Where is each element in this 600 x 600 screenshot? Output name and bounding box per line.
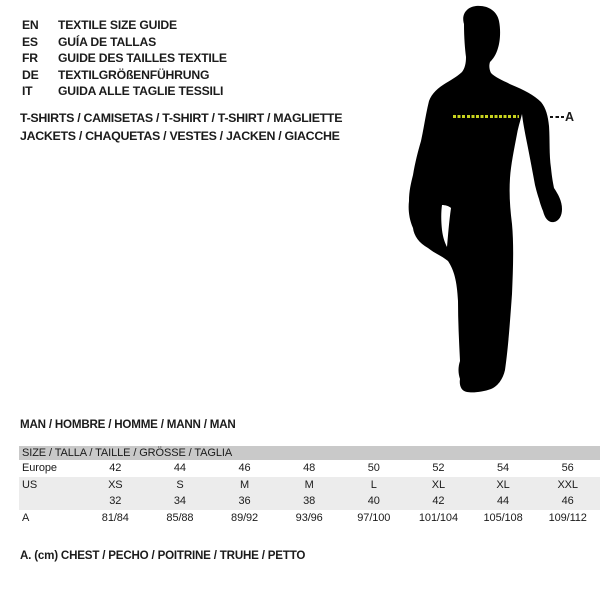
- row-label: A: [22, 511, 30, 524]
- size-cell: 54: [497, 462, 510, 475]
- size-cell: 44: [497, 495, 510, 508]
- size-cell: 50: [367, 462, 380, 475]
- language-code: DE: [22, 67, 39, 82]
- language-list: [22, 17, 227, 100]
- size-cell: S: [176, 478, 184, 491]
- size-cell: 36: [238, 495, 251, 508]
- size-cell: 101/104: [418, 511, 458, 524]
- size-cell: 105/108: [483, 511, 523, 524]
- size-cell: L: [370, 478, 377, 491]
- category-line-tshirts: T-SHIRTS / CAMISETAS / T-SHIRT / T-SHIRT / MAGLIETTE: [20, 111, 343, 125]
- section-title: MAN / HOMBRE / HOMME / MANN / MAN: [20, 418, 236, 431]
- table-row-us-numeric: [19, 493, 600, 510]
- size-cell: M: [304, 478, 314, 491]
- table-row-us: [19, 477, 600, 494]
- size-cell: XL: [496, 478, 510, 491]
- language-text: TEXTILE SIZE GUIDE: [58, 18, 177, 32]
- table-row-chest: [19, 510, 600, 527]
- man-silhouette-graphic: [396, 2, 576, 402]
- size-cell: 38: [303, 495, 316, 508]
- size-cell: 109/112: [548, 511, 587, 524]
- language-row: [22, 67, 227, 84]
- measurement-footnote: A. (cm) CHEST / PECHO / POITRINE / TRUHE / PETTO: [20, 549, 306, 562]
- size-cell: 89/92: [231, 511, 259, 524]
- row-label: Europe: [22, 462, 57, 475]
- man-silhouette: [396, 2, 576, 402]
- size-cell: M: [240, 478, 250, 491]
- language-text: GUIDA ALLE TAGLIE TESSILI: [58, 84, 224, 99]
- size-cell: 97/100: [357, 511, 391, 524]
- garment-categories: [20, 109, 342, 145]
- size-cell: 34: [173, 495, 186, 508]
- size-cell: 44: [173, 462, 186, 475]
- size-cell: 42: [432, 495, 445, 508]
- size-cell: 42: [109, 462, 122, 475]
- size-cell: 85/88: [166, 511, 194, 524]
- size-cell: 81/84: [101, 511, 129, 524]
- size-cell: XXL: [557, 478, 578, 491]
- row-label: US: [22, 478, 38, 491]
- language-row: [22, 17, 227, 34]
- size-cell: XL: [431, 478, 446, 491]
- size-cell: 52: [432, 462, 445, 475]
- table-row-europe: [19, 460, 600, 477]
- size-cell: XS: [108, 478, 123, 491]
- size-cell: 46: [561, 495, 574, 508]
- language-text: GUÍA DE TALLAS: [58, 34, 157, 49]
- language-code: FR: [22, 51, 38, 66]
- size-cell: 56: [561, 462, 574, 475]
- language-row: [22, 34, 227, 51]
- size-table-header: SIZE / TALLA / TAILLE / GRÖSSE / TAGLIA: [19, 446, 600, 460]
- language-code: IT: [22, 84, 33, 99]
- size-cell: 48: [303, 462, 316, 475]
- language-row: [22, 50, 227, 67]
- language-text: GUIDE DES TAILLES TEXTILE: [58, 51, 227, 66]
- measure-leader-dashes: [550, 116, 564, 118]
- measure-label-a: A: [565, 110, 575, 124]
- size-cell: 32: [109, 495, 122, 508]
- size-table: [19, 446, 600, 526]
- size-cell: 93/96: [295, 511, 323, 524]
- language-code: ES: [22, 34, 38, 49]
- chest-measure-line: [453, 115, 519, 118]
- language-text: TEXTILGRÖßENFÜHRUNG: [58, 67, 210, 82]
- size-cell: 46: [238, 462, 251, 475]
- size-cell: 40: [367, 495, 380, 508]
- category-line-jackets: JACKETS / CHAQUETAS / VESTES / JACKEN / GIACCHE: [20, 129, 340, 143]
- language-row: [22, 83, 227, 100]
- language-code: EN: [22, 18, 39, 32]
